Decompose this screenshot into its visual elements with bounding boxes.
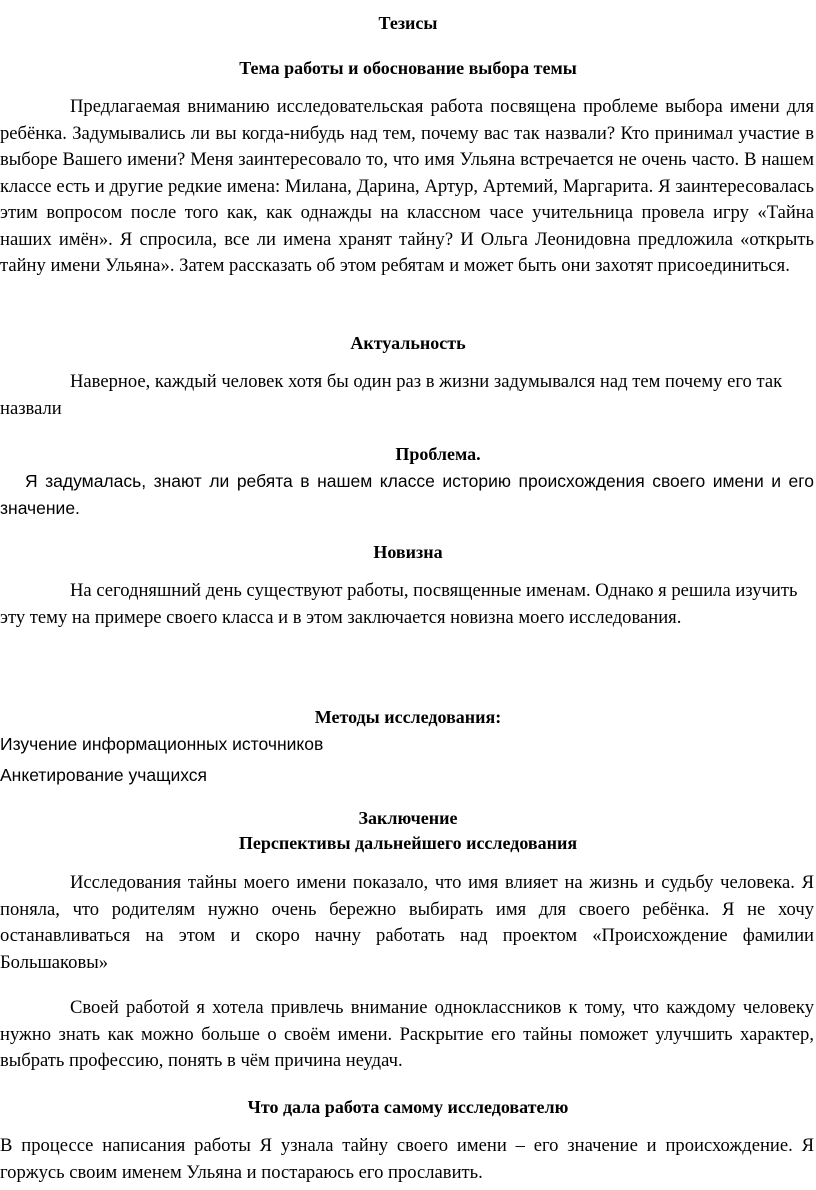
topic-paragraph: Предлагаемая вниманию исследовательская работа посвящена проблеме выбора имени для ребёнка. Задумывались ли вы когда-нибудь над тем, почему вас так назвали? Кто принимал участие в выборе Вашего имени? Меня заинтересовало то, что имя Ульяна встречается не очень часто. В нашем классе есть и другие редкие имена: Милана, Дарина, Артур, Артемий, Маргарита. Я заинтересовалась этим вопросом после того как, как однажды на классном часе учительница провела игру «Тайна наших имён». Я спросила, все ли имена хранят тайну? И Ольга Леонидовна предложила «открыть тайну имени Ульяна». Затем рассказать об этом ребятам и может быть они захотят присоединиться. — [0, 96, 814, 276]
method-item: Анкетирование учащихся — [0, 765, 208, 785]
result-heading: Что дала работа самому исследователю — [247, 1097, 569, 1117]
problem-heading: Проблема. — [395, 444, 481, 464]
document-title: Тезисы — [378, 13, 438, 33]
conclusion-paragraph-2: Своей работой я хотела привлечь внимание одноклассников к тому, что каждому человеку нужно знать как можно больше о своём имени. Раскрытие его тайны поможет улучшить характер, выбрать профессию, понять в чём причина неудач. — [0, 997, 814, 1071]
prospects-heading: Перспективы дальнейшего исследования — [238, 833, 578, 853]
novelty-paragraph: На сегодняшний день существуют работы, посвященные именам. Однако я решила изучить эту тему на примере своего класса и в этом заключается новизна моего исследования. — [0, 580, 798, 628]
result-paragraph: В процессе написания работы Я узнала тайну своего имени – его значение и происхождение. Я горжусь своим именем Ульяна и постараюсь его прославить. — [0, 1135, 814, 1183]
problem-paragraph: Я задумалась, знают ли ребята в нашем классе историю происхождения своего имени и его значение. — [0, 471, 814, 518]
novelty-heading: Новизна — [373, 542, 443, 562]
relevance-heading: Актуальность — [350, 333, 466, 353]
method-item: Изучение информационных источников — [0, 734, 324, 754]
relevance-paragraph: Наверное, каждый человек хотя бы один раз в жизни задумывался над тем почему его так назвали — [0, 371, 783, 419]
conclusion-paragraph-1: Исследования тайны моего имени показало, что имя влияет на жизнь и судьбу человека. Я поняла, что родителям нужно очень бережно выбирать имя для своего ребёнка. Я не хочу останавливаться на этом и скоро начну работать над проектом «Происхождение фамилии Большаковы» — [0, 872, 814, 973]
topic-heading: Тема работы и обоснование выбора темы — [239, 58, 577, 78]
methods-heading: Методы исследования: — [314, 707, 502, 727]
conclusion-heading: Заключение — [358, 808, 458, 828]
